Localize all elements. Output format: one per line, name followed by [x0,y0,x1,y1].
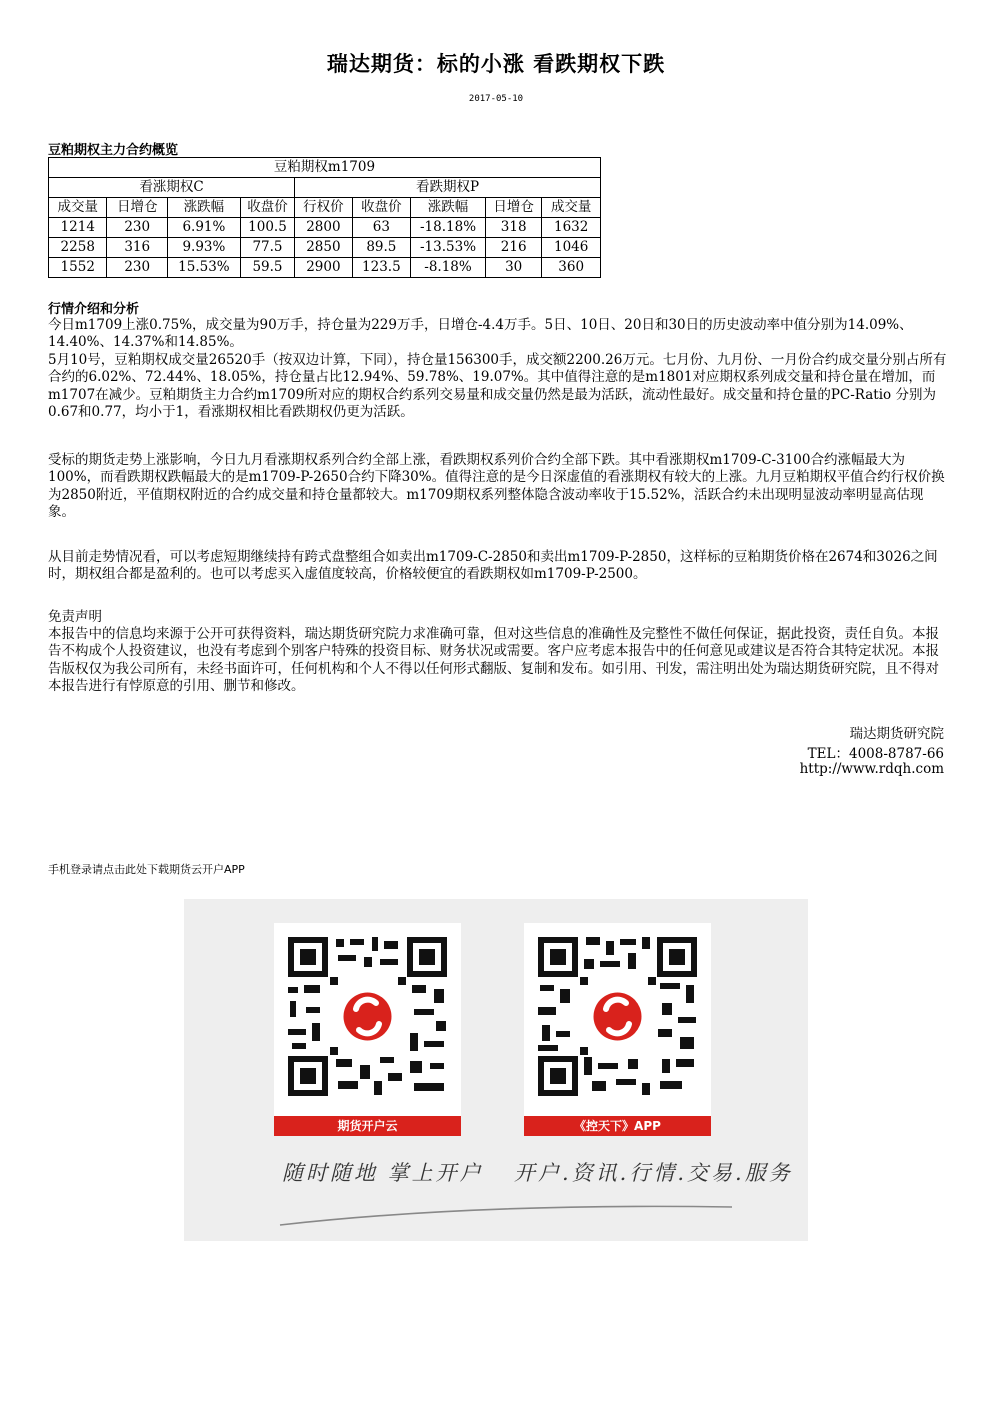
table-cell: 15.53% [167,258,240,278]
analysis-block-2 [48,452,948,522]
table-row [49,218,601,238]
column-header: 收盘价 [352,198,410,218]
table-cell: 123.5 [352,258,410,278]
table-cell: 230 [107,218,168,238]
qr-card-kongtianxia[interactable] [524,923,711,1136]
table-cell: -8.18% [411,258,486,278]
table-cell: 360 [542,258,601,278]
table-title: 豆粕期权m1709 [49,158,601,178]
table-cell: 77.5 [240,238,294,258]
table-header-row [49,198,601,218]
table-cell: -18.18% [411,218,486,238]
column-header: 涨跌幅 [167,198,240,218]
table-cell: 1632 [542,218,601,238]
table-cell: 230 [107,258,168,278]
table-row [49,258,601,278]
analysis-paragraph: 从目前走势情况看，可以考虑短期继续持有跨式盘整组合如卖出m1709-C-2850和卖出m1709-P-2850，这样标的豆粕期货价格在2674和3026之间时，期权组合都是盈利的。也可以考虑买入虚值度较高，价格较便宜的看跌期权如m1709-P-2500。 [48,549,938,583]
analysis-paragraph: 受标的期货走势上涨影响，今日九月看涨期权系列合约全部上涨，看跌期权系列价合约全部下跌。其中看涨期权m1709-C-3100合约涨幅最大为100%，而看跌期权跌幅最大的是m1709-P-2650合约下降30%。值得注意的是今日深虚值的看涨期权有较大的上涨。九月豆粕期权平值合约行权价换为2850附近，平值期权附近的合约成交量和持仓量都较大。m1709期权系列整体隐含波动率收于15.52%，活跃合约未出现明显波动率明显高估现象。 [48,452,945,521]
app-download-banner [184,899,808,1241]
qr-card-kaihuyun[interactable] [274,923,461,1136]
column-header: 日增仓 [107,198,168,218]
table-cell: 2800 [295,218,352,238]
table-group-row [49,178,601,198]
disclaimer-title: 免责声明 [48,609,102,625]
table-cell: 59.5 [240,258,294,278]
footer-tel: TEL：4008-8787-66 [807,746,944,762]
qr-caption-kaihuyun: 期货开户云 [274,1116,461,1136]
analysis-block-1 [48,317,948,421]
footer-url[interactable]: http://www.rdqh.com [799,761,944,777]
qr-code-icon [284,933,451,1100]
qr-caption-kongtianxia: 《控天下》APP [524,1116,711,1136]
column-header: 日增仓 [485,198,541,218]
table-cell: 6.91% [167,218,240,238]
table-cell: 30 [485,258,541,278]
table-cell: 2258 [49,238,107,258]
analysis-paragraph: 5月10号，豆粕期权成交量26520手（按双边计算，下同），持仓量156300手，成交额2200.26万元。七月份、九月份、一月份合约成交量分别占所有合约的6.02%、72.44%、18.05%，持仓量占比12.94%、59.78%、19.07%。其中值得注意的是m1801对应期权系列成交量和持仓量在增加，而m1707在减少。豆粕期货主力合约m1709所对应的期权合约系列交易量和成交量仍然是最为活跃，流动性最好。成交量和持仓量的PC-Ratio 分别为0.67和0.77，均小于1，看涨期权相比看跌期权仍更为活跃。 [48,351,947,421]
swoosh-decoration [276,1197,736,1231]
download-app-link[interactable]: 手机登录请点击此处下载期货云开户APP [48,863,245,876]
options-table [48,157,601,278]
call-group-header: 看涨期权C [49,178,295,198]
table-cell: 9.93% [167,238,240,258]
column-header: 成交量 [49,198,107,218]
report-title: 瑞达期货：标的小涨 看跌期权下跌 [326,52,666,76]
disclaimer-text: 本报告中的信息均来源于公开可获得资料，瑞达期货研究院力求准确可靠，但对这些信息的准确性及完整性不做任何保证，据此投资，责任自负。本报告不构成个人投资建议，也没有考虑到个别客户特殊的投资目标、财务状况或需要。客户应考虑本报告中的任何意见或建议是否符合其特定状况。本报告版权仅为我公司所有，未经书面许可，任何机构和个人不得以任何形式翻版、复制和发布。如引用、刊发，需注明出处为瑞达期货研究院，且不得对本报告进行有悖原意的引用、删节和修改。 [48,626,939,695]
footer-org: 瑞达期货研究院 [849,726,944,742]
analysis-heading: 行情介绍和分析 [48,302,140,317]
column-header: 涨跌幅 [411,198,486,218]
table-cell: 1214 [49,218,107,238]
table-cell: 89.5 [352,238,410,258]
put-group-header: 看跌期权P [295,178,601,198]
table-cell: 1046 [542,238,601,258]
table-cell: 2900 [295,258,352,278]
table-cell: 100.5 [240,218,294,238]
qr-code-icon [534,933,701,1100]
slogan-right: 开户.资讯.行情.交易.服务 [514,1161,793,1185]
slogan-left: 随时随地 掌上开户 [282,1161,484,1185]
column-header: 成交量 [542,198,601,218]
column-header: 行权价 [295,198,352,218]
table-cell: 63 [352,218,410,238]
analysis-paragraph: 今日m1709上涨0.75%，成交量为90万手，持仓量为229万手，日增仓-4.4万手。5日、10日、20日和30日的历史波动率中值分别为14.09%、14.40%、14.37%和14.85%。 [48,317,913,351]
table-cell: 318 [485,218,541,238]
table-cell: 2850 [295,238,352,258]
table-cell: 216 [485,238,541,258]
analysis-block-3 [48,549,948,584]
table-cell: -13.53% [411,238,486,258]
column-header: 收盘价 [240,198,294,218]
table-row [49,238,601,258]
overview-heading: 豆粕期权主力合约概览 [48,143,179,158]
table-title-row [49,158,601,178]
table-cell: 1552 [49,258,107,278]
table-cell: 316 [107,238,168,258]
report-date: 2017-05-10 [468,94,524,104]
